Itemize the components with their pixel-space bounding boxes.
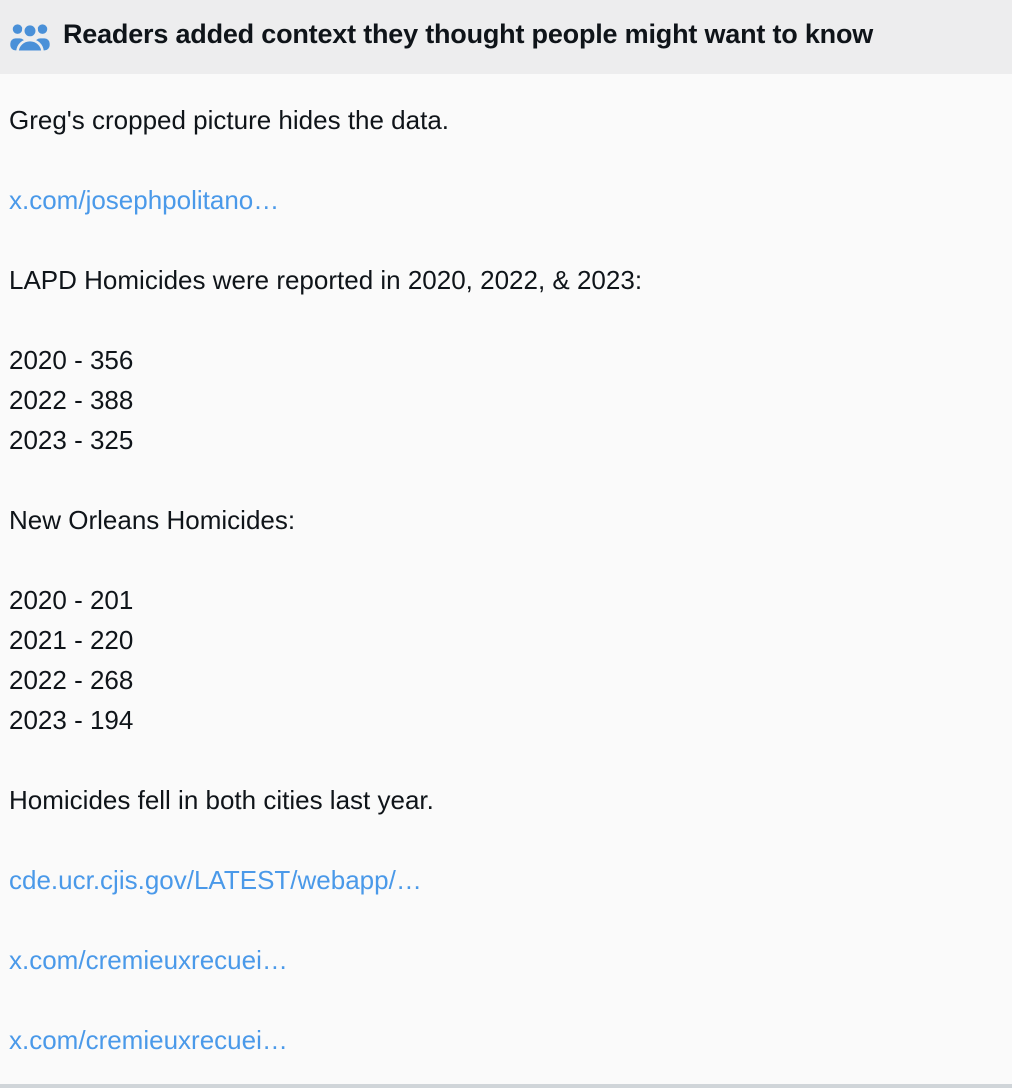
- lapd-stat-2022: 2022 - 388: [9, 385, 134, 415]
- nola-heading-text: New Orleans Homicides:: [9, 505, 296, 535]
- note-paragraph: [9, 860, 996, 900]
- lapd-stat-2023: 2023 - 325: [9, 425, 134, 455]
- link-josephpolitano[interactable]: x.com/josephpolitano…: [9, 185, 280, 215]
- lapd-stats-list: [9, 340, 996, 460]
- note-paragraph: [9, 180, 996, 220]
- nola-stat-2020: 2020 - 201: [9, 585, 134, 615]
- link-cremieux-1[interactable]: x.com/cremieuxrecuei…: [9, 945, 288, 975]
- link-cremieux-2[interactable]: x.com/cremieuxrecuei…: [9, 1025, 288, 1055]
- nola-stats-list: [9, 580, 996, 740]
- lapd-heading-text: LAPD Homicides were reported in 2020, 2022, & 2023:: [9, 265, 643, 295]
- note-paragraph: [9, 940, 996, 980]
- link-fbi-crime-data[interactable]: cde.ucr.cjis.gov/LATEST/webapp/…: [9, 865, 422, 895]
- nola-stat-2021: 2021 - 220: [9, 625, 134, 655]
- nola-stat-2023: 2023 - 194: [9, 705, 134, 735]
- note-intro-text: Greg's cropped picture hides the data.: [9, 105, 450, 135]
- note-conclusion-text: Homicides fell in both cities last year.: [9, 785, 434, 815]
- community-people-icon: [10, 17, 50, 57]
- note-paragraph: [9, 1020, 996, 1060]
- community-note-header: [0, 0, 1012, 74]
- nola-stat-2022: 2022 - 268: [9, 665, 134, 695]
- community-note-body: [0, 74, 1012, 1060]
- community-note-title: Readers added context they thought people might want to know: [63, 18, 874, 49]
- bottom-divider: [0, 1084, 1012, 1088]
- lapd-stat-2020: 2020 - 356: [9, 345, 134, 375]
